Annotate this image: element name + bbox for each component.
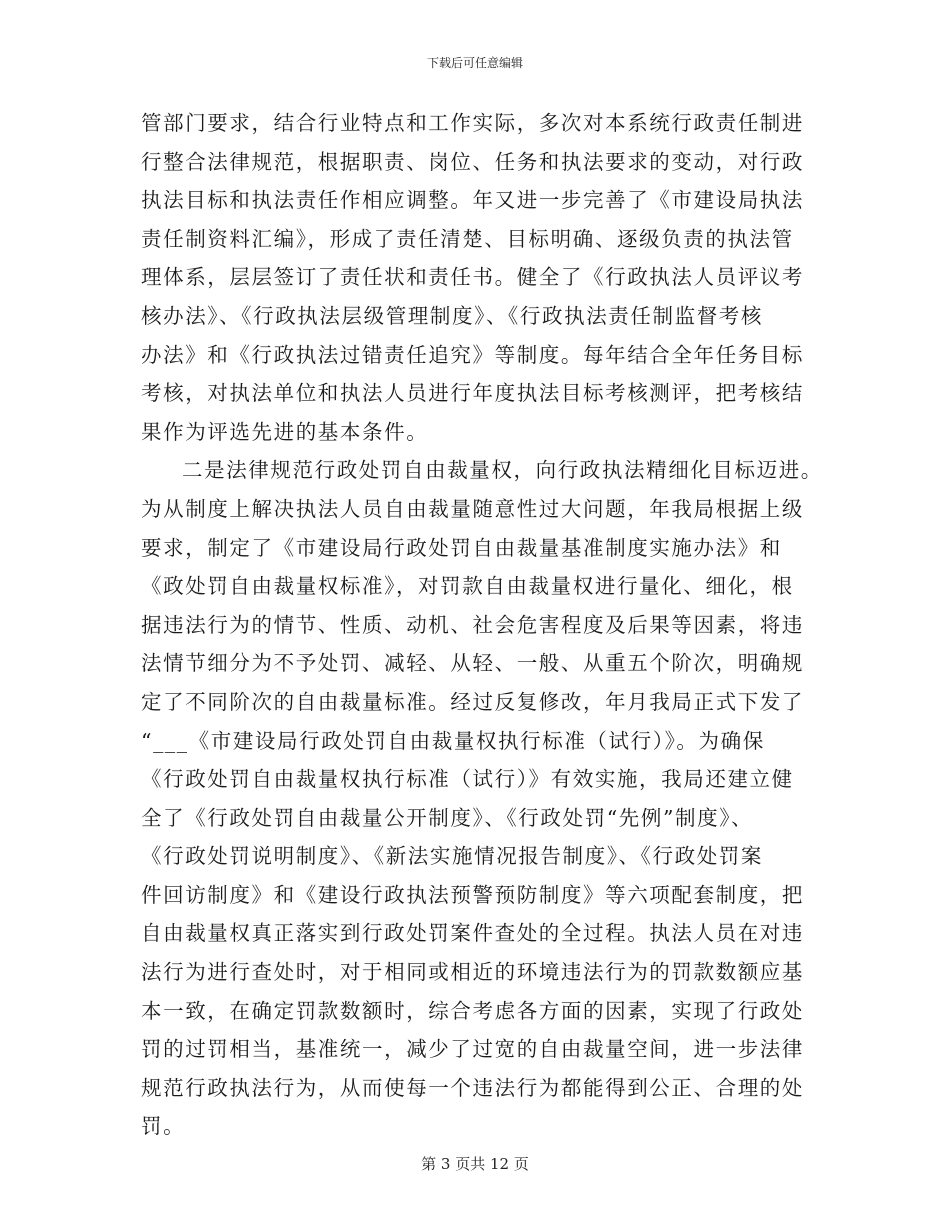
body-line: 理体系，层层签订了责任状和责任书。健全了《行政执法人员评议考 xyxy=(141,265,804,290)
body-line: 罚。 xyxy=(141,1114,186,1139)
body-line: “___《市建设局行政处罚自由裁量权执行标准（试行）》。为确保 xyxy=(141,728,765,753)
body-line: 件回访制度》和《建设行政执法预警预防制度》等六项配套制度，把 xyxy=(141,882,804,907)
body-line: 果作为评选先进的基本条件。 xyxy=(141,419,429,444)
body-line: 行整合法律规范，根据职责、岗位、任务和执法要求的变动，对行政 xyxy=(141,149,804,174)
body-line: 《行政处罚自由裁量权执行标准（试行）》有效实施，我局还建立健 xyxy=(141,767,794,792)
body-line: 本一致，在确定罚款数额时，综合考虑各方面的因素，实现了行政处 xyxy=(141,998,804,1023)
body-line: 责任制资料汇编》，形成了责任清楚、目标明确、逐级负责的执法管 xyxy=(141,226,794,251)
paragraph-start-line: 二是法律规范行政处罚自由裁量权，向行政执法精细化目标迈进。 xyxy=(182,458,823,483)
page-header: 下载后可任意编辑 xyxy=(426,56,523,70)
body-line: 规范行政执法行为，从而使每一个违法行为都能得到公正、合理的处 xyxy=(141,1075,804,1100)
body-line: 执法目标和执法责任作相应调整。年又进一步完善了《市建设局执法 xyxy=(141,188,804,213)
body-line: 考核，对执法单位和执法人员进行年度执法目标考核测评，把考核结 xyxy=(141,381,804,406)
body-line: 定了不同阶次的自由裁量标准。经过反复修改，年月我局正式下发了 xyxy=(141,689,804,714)
body-line: 办法》和《行政执法过错责任追究》等制度。每年结合全年任务目标 xyxy=(141,342,804,367)
body-line: 管部门要求，结合行业特点和工作实际，多次对本系统行政责任制进 xyxy=(141,111,804,135)
body-line: 法情节细分为不予处罚、减轻、从轻、一般、从重五个阶次，明确规 xyxy=(141,651,804,676)
body-line: 为从制度上解决执法人员自由裁量随意性过大问题，年我局根据上级 xyxy=(141,496,804,521)
body-line: 《政处罚自由裁量权标准》，对罚款自由裁量权进行量化、细化，根 xyxy=(141,574,794,599)
body-line: 要求，制定了《市建设局行政处罚自由裁量基准制度实施办法》和 xyxy=(141,535,782,560)
body-line: 罚的过罚相当，基准统一，减少了过宽的自由裁量空间，进一步法律 xyxy=(141,1037,804,1062)
body-line: 全了《行政处罚自由裁量公开制度》、《行政处罚“先例”制度》、 xyxy=(141,805,754,830)
body-line: 核办法》、《行政执法层级管理制度》、《行政执法责任制监督考核 xyxy=(141,303,763,328)
body-line: 《行政处罚说明制度》、《新法实施情况报告制度》、《行政处罚案 xyxy=(141,844,763,869)
body-line: 自由裁量权真正落实到行政处罚案件查处的全过程。执法人员在对违 xyxy=(141,921,804,946)
page-number-footer: 第 3 页共 12 页 xyxy=(421,1155,529,1173)
body-line: 据违法行为的情节、性质、动机、社会危害程度及后果等因素，将违 xyxy=(141,612,804,637)
document-body xyxy=(141,104,821,1146)
body-line: 法行为进行查处时，对于相同或相近的环境违法行为的罚款数额应基 xyxy=(141,960,804,985)
